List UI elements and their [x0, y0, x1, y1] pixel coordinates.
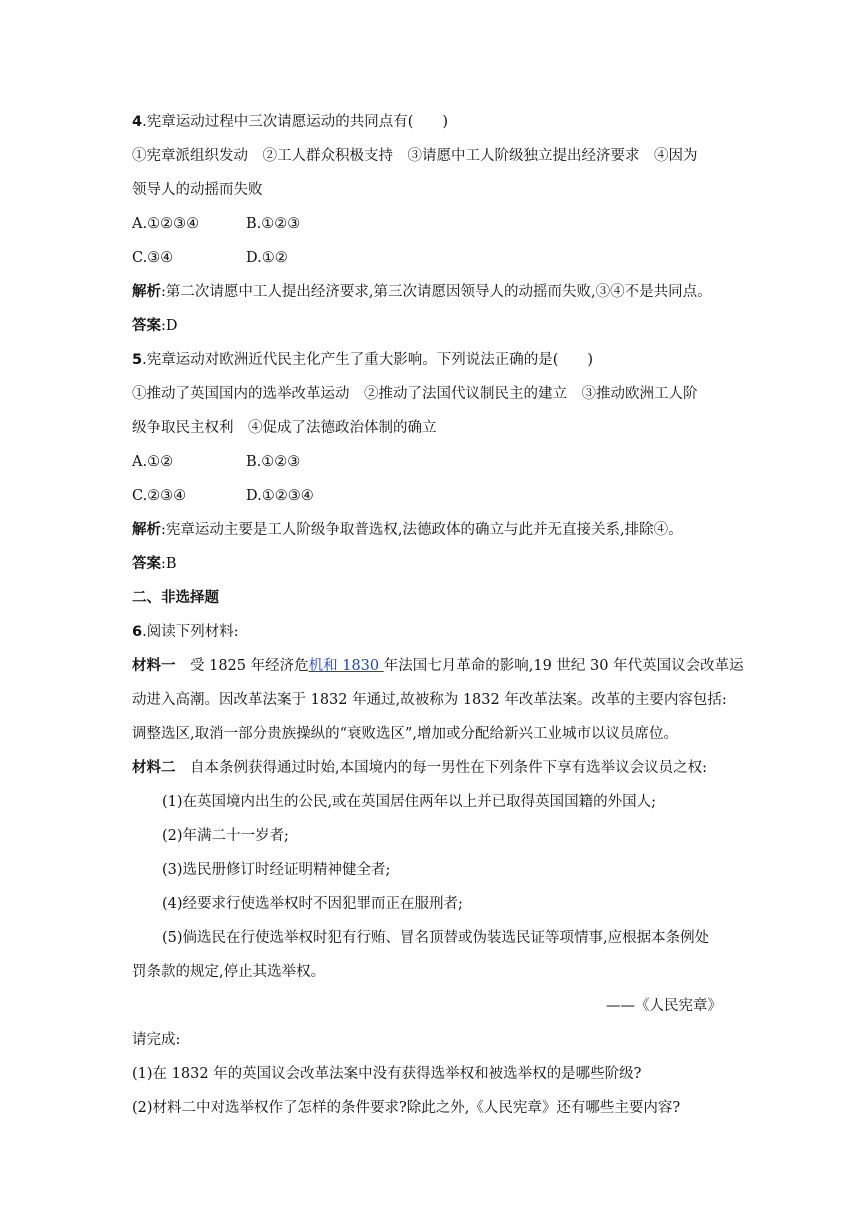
- q5-items-line2: 级争取民主权利 ④促成了法德政治体制的确立: [132, 420, 437, 436]
- condition-2: (2)年满二十一岁者;: [162, 828, 289, 844]
- q4-analysis-text: :第二次请愿中工人提出经济要求,第三次请愿因领导人的动摇而失败,③④不是共同点。: [161, 284, 712, 300]
- q5-stem: [132, 350, 593, 370]
- q6-stem-text: .阅读下列材料:: [142, 624, 239, 640]
- material-1-line1: [132, 656, 744, 676]
- condition-5-line2: 罚条款的规定,停止其选举权。: [132, 964, 326, 980]
- condition-5-line1: (5)倘选民在行使选举权时犯有行贿、冒名顶替或伪装选民证等项情事,应根据本条例处: [162, 930, 710, 946]
- q4-option-a: A.①②③④: [132, 216, 200, 232]
- condition-1: (1)在英国境内出生的公民,或在英国居住两年以上并已取得英国国籍的外国人;: [162, 794, 657, 810]
- sub-question-2: (2)材料二中对选举权作了怎样的条件要求?除此之外,《人民宪章》还有哪些主要内容?: [132, 1100, 681, 1116]
- q4-option-d: D.①②: [246, 250, 288, 266]
- q5-analysis-text: :宪章运动主要是工人阶级争取普选权,法德政体的确立与此并无直接关系,排除④。: [161, 522, 683, 538]
- condition-4: (4)经要求行使选举权时不因犯罪而正在服刑者;: [162, 896, 463, 912]
- material-2-text: 自本条例获得通过时始,本国境内的每一男性在下列条件下享有选举议会议员之权:: [175, 760, 707, 776]
- q5-option-c: C.②③④: [132, 488, 187, 504]
- q5-number: 5: [132, 352, 143, 368]
- q4-number: 4: [132, 114, 143, 130]
- material-1-text-post: 年法国七月革命的影响,19 世纪 30 年代英国议会改革运: [383, 658, 744, 674]
- q5-items-line1: ①推动了英国国内的选举改革运动 ②推动了法国代议制民主的建立 ③推动欧洲工人阶: [132, 386, 698, 402]
- source-citation: ——《人民宪章》: [606, 998, 722, 1014]
- q4-analysis-label: 解析: [132, 284, 161, 300]
- material-1-line2: 动进入高潮。因改革法案于 1832 年通过,故被称为 1832 年改革法案。改革的主要内容包括:: [132, 692, 727, 708]
- q4-option-c: C.③④: [132, 250, 174, 266]
- material-1-link[interactable]: 机和 1830: [308, 658, 384, 674]
- q5-option-d: D.①②③④: [246, 488, 314, 504]
- material-1-label: 材料一: [132, 658, 176, 674]
- q5-option-a: A.①②: [132, 454, 174, 470]
- q6-number: 6: [132, 624, 143, 640]
- material-2-line1: [132, 758, 707, 778]
- sub-question-1: (1)在 1832 年的英国议会改革法案中没有获得选举权和被选举权的是哪些阶级?: [132, 1066, 642, 1082]
- q5-analysis-label: 解析: [132, 522, 161, 538]
- q5-option-b: B.①②③: [246, 454, 301, 470]
- q4-analysis: [132, 282, 712, 302]
- q4-answer: [132, 316, 178, 336]
- material-1-text-pre: 受 1825 年经济危: [175, 658, 309, 674]
- condition-3: (3)选民册修订时经证明精神健全者;: [162, 862, 391, 878]
- q6-stem: [132, 622, 239, 642]
- q4-options-row1: [132, 214, 199, 234]
- q5-answer: [132, 554, 177, 574]
- q4-answer-label: 答案: [132, 318, 161, 334]
- q4-answer-text: :D: [161, 318, 178, 334]
- q4-option-b: B.①②③: [246, 216, 301, 232]
- q5-stem-text: .宪章运动对欧洲近代民主化产生了重大影响。下列说法正确的是( ): [142, 352, 594, 368]
- prompt: 请完成:: [132, 1032, 181, 1048]
- q4-items-line1: ①宪章派组织发动 ②工人群众积极支持 ③请愿中工人阶级独立提出经济要求 ④因为: [132, 148, 698, 164]
- q5-analysis: [132, 520, 683, 540]
- q5-answer-text: :B: [161, 556, 177, 572]
- q4-items-line2: 领导人的动摇而失败: [132, 182, 263, 198]
- section-title: 二、非选择题: [132, 590, 219, 606]
- material-2-label: 材料二: [132, 760, 176, 776]
- q4-stem-text: .宪章运动过程中三次请愿运动的共同点有( ): [142, 114, 449, 130]
- q5-answer-label: 答案: [132, 556, 161, 572]
- q4-stem: [132, 112, 448, 132]
- material-1-line3: 调整选区,取消一部分贵族操纵的“衰败选区”,增加或分配给新兴工业城市以议员席位。: [132, 726, 679, 742]
